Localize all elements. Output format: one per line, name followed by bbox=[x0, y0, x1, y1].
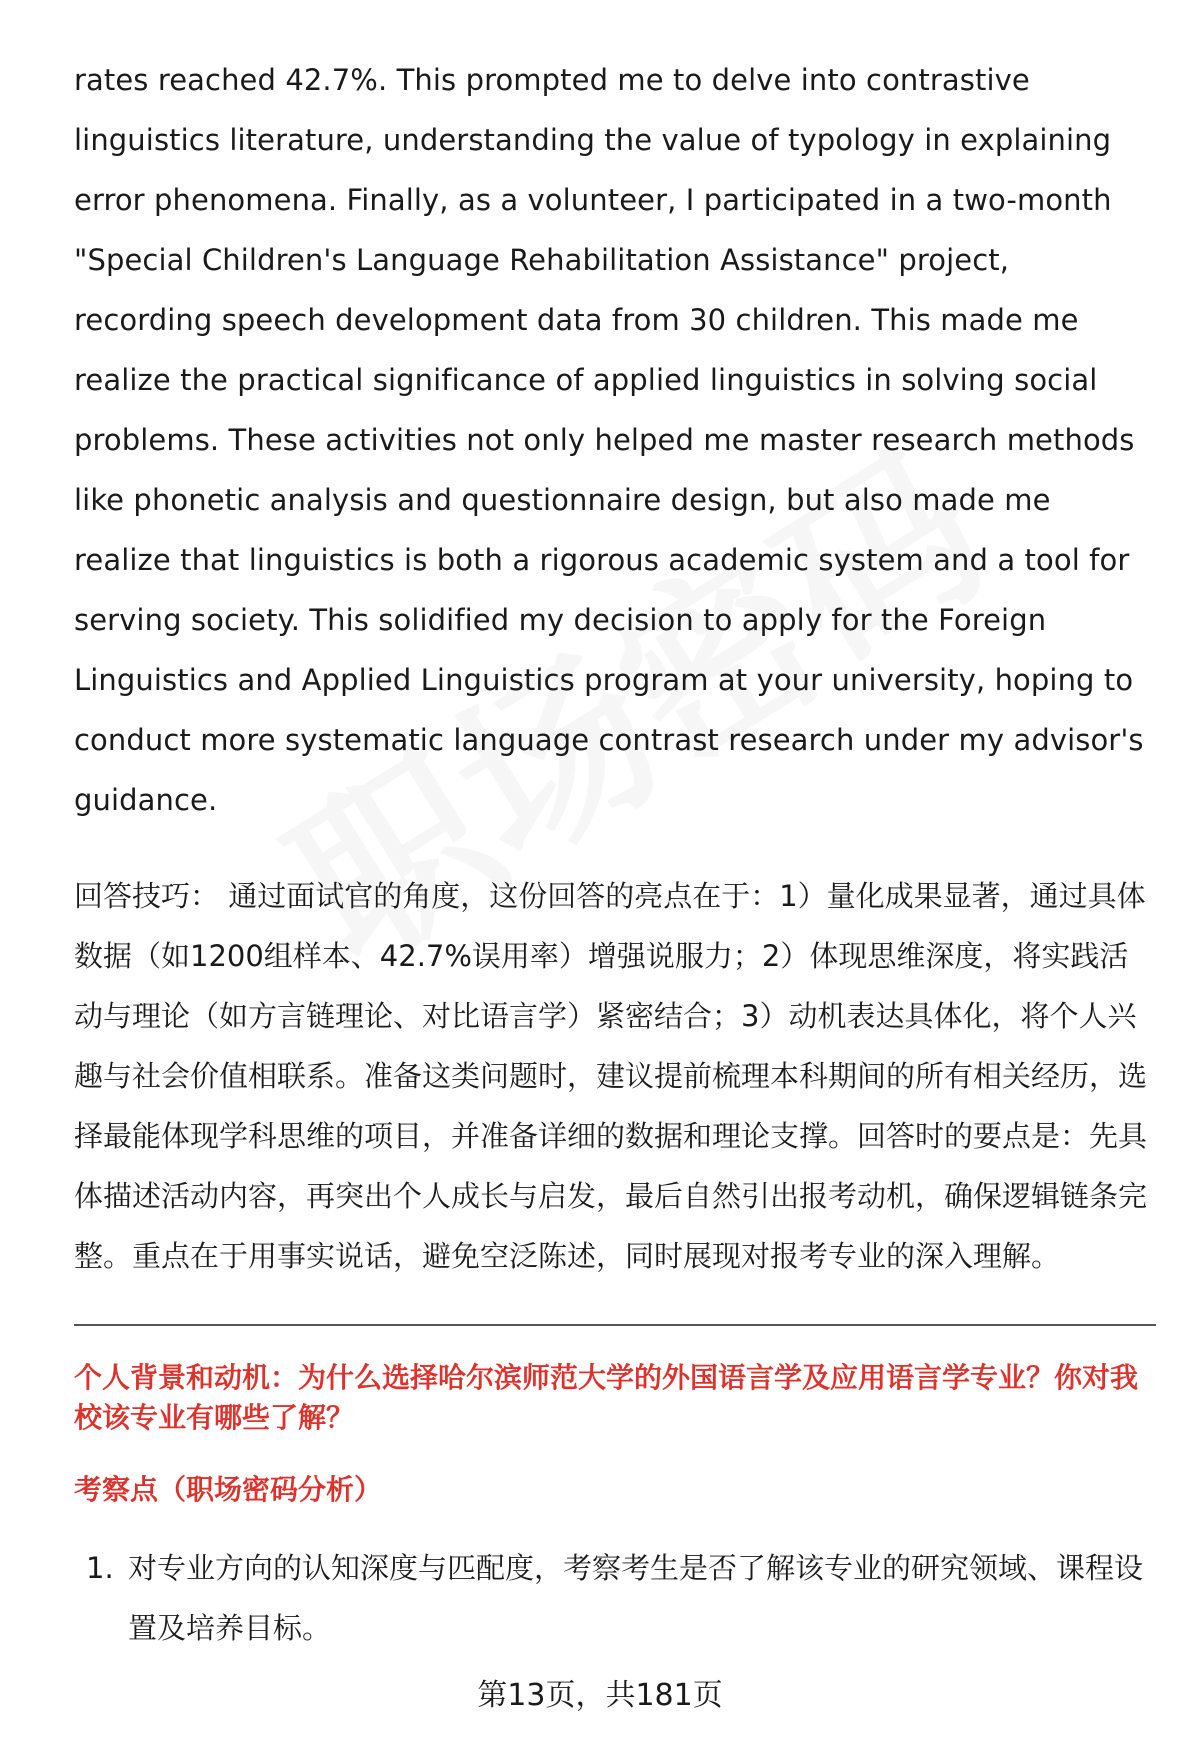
list-item-number: 1. bbox=[86, 1551, 114, 1585]
tips-label: 回答技巧： bbox=[74, 879, 220, 913]
subheading-exam-points: 考察点（职场密码分析） bbox=[74, 1473, 383, 1506]
tips-text: 通过面试官的角度，这份回答的亮点在于：1）量化成果显著，通过具体数据（如1200组样本、42.7%误用率）增强说服力；2）体现思维深度，将实践活动与理论（如方言链理论、对比语言学）紧密结合；3）动机表达具体化，将个人兴趣与社会价值相联系。准备这类问题时，建议提前梳理本科期间的所有相关经历，选择最能体现学科思维的项目，并准备详细的数据和理论支撑。回答时的要点是：先具体描述活动内容，再突出个人成长与启发，最后自然引出报考动机，确保逻辑链条完整。重点在于用事实说话，避免空泛陈述，同时展现对报考专业的深入理解。 bbox=[74, 879, 1148, 1273]
section-divider bbox=[74, 1324, 1156, 1326]
question-heading: 个人背景和动机：为什么选择哈尔滨师范大学的外国语言学及应用语言学专业？你对我校该专业有哪些了解？ bbox=[74, 1361, 1139, 1434]
english-paragraph: rates reached 42.7%. This prompted me to delve into contrastive linguistics literature, understanding the value of typology in explaining error phenomena. Finally, as a volunteer, I participated in a two-month "Special Children's Language Rehabilitation Assistance" project, recording speech development data from 30 children. This made me realize the practical significance of applied linguistics in solving social problems. These activities not only helped me master research methods like phonetic analysis and questionnaire design, but also made me realize that linguistics is both a rigorous academic system and a tool for serving society. This solidified my decision to apply for the Foreign Linguistics and Applied Linguistics program at your university, hoping to conduct more systematic language contrast research under my advisor's guidance. bbox=[74, 63, 1144, 817]
list-item bbox=[74, 1538, 1156, 1658]
page-footer: 第13页，共181页 bbox=[477, 1678, 723, 1713]
list-item-text: 对专业方向的认知深度与匹配度，考察考生是否了解该专业的研究领域、课程设置及培养目标。 bbox=[128, 1551, 1144, 1645]
exam-points-list bbox=[74, 1538, 1156, 1658]
answer-tips-paragraph bbox=[74, 866, 1156, 1286]
document-page bbox=[74, 50, 1156, 1658]
